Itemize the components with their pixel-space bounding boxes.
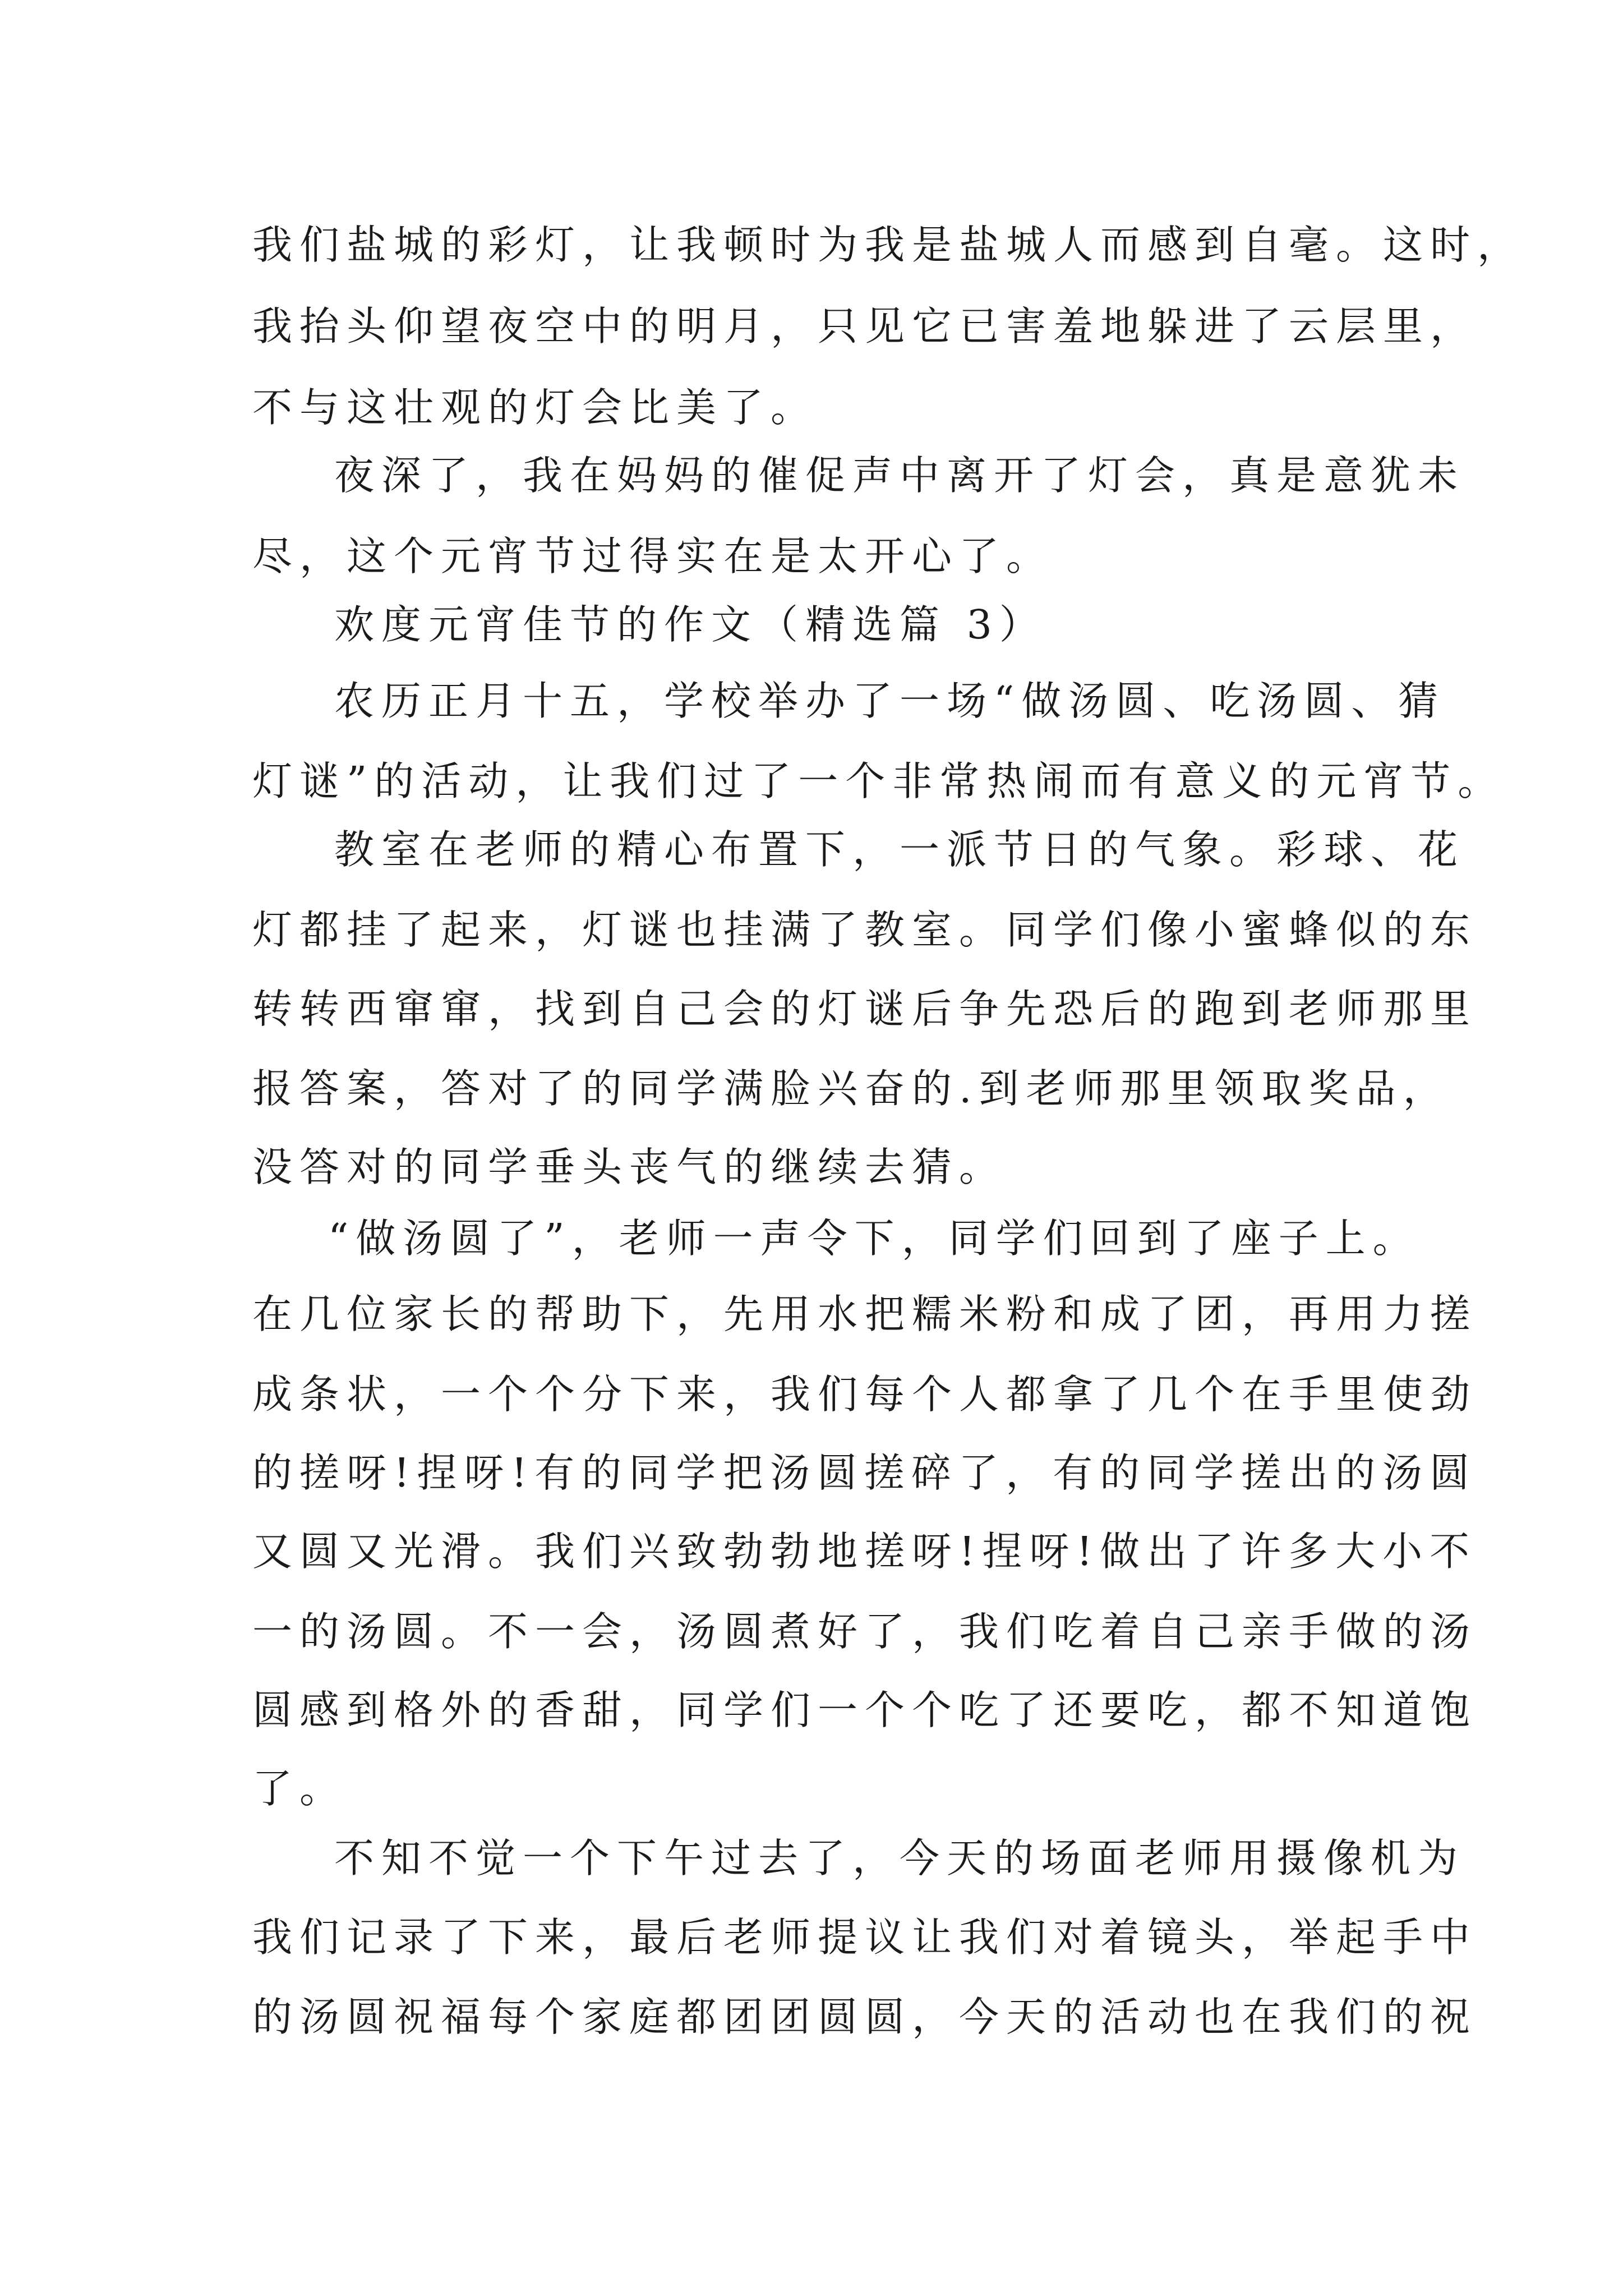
text-line: 报答案，答对了的同学满脸兴奋的.到老师那里领取奖品， bbox=[252, 1065, 1450, 1112]
text-line: 成条状，一个个分下来，我们每个人都拿了几个在手里使劲 bbox=[252, 1371, 1478, 1418]
text-line: 在几位家长的帮助下，先用水把糯米粉和成了团，再用力搓 bbox=[252, 1291, 1478, 1337]
text-line: 灯都挂了起来，灯谜也挂满了教室。同学们像小蜜蜂似的东 bbox=[252, 907, 1478, 953]
text-line: 了。 bbox=[252, 1765, 347, 1812]
section-heading: 欢度元宵佳节的作文（精选篇 3） bbox=[334, 601, 1046, 648]
text-line: 一的汤圆。不一会，汤圆煮好了，我们吃着自己亲手做的汤 bbox=[252, 1608, 1478, 1655]
text-line: 的汤圆祝福每个家庭都团团圆圆，今天的活动也在我们的祝 bbox=[252, 1994, 1478, 2040]
text-line: 夜深了，我在妈妈的催促声中离开了灯会，真是意犹未 bbox=[334, 452, 1465, 499]
text-line: “做汤圆了”，老师一声令下，同学们回到了座子上。 bbox=[328, 1215, 1420, 1262]
text-line: 教室在老师的精心布置下，一派节日的气象。彩球、花 bbox=[334, 826, 1465, 873]
text-line: 又圆又光滑。我们兴致勃勃地搓呀!捏呀!做出了许多大小不 bbox=[252, 1528, 1477, 1575]
text-line: 尽，这个元宵节过得实在是太开心了。 bbox=[252, 533, 1054, 579]
text-line: 圆感到格外的香甜，同学们一个个吃了还要吃，都不知道饱 bbox=[252, 1687, 1478, 1733]
text-line: 灯谜”的活动，让我们过了一个非常热闹而有意义的元宵节。 bbox=[252, 758, 1505, 804]
text-line: 我们盐城的彩灯，让我顿时为我是盐城人而感到自毫。这时， bbox=[252, 222, 1525, 268]
text-line: 不知不觉一个下午过去了，今天的场面老师用摄像机为 bbox=[334, 1835, 1465, 1881]
text-line: 没答对的同学垂头丧气的继续去猜。 bbox=[252, 1144, 1007, 1190]
text-line: 的搓呀!捏呀!有的同学把汤圆搓碎了，有的同学搓出的汤圆 bbox=[252, 1450, 1477, 1496]
text-line: 转转西窜窜，找到自己会的灯谜后争先恐后的跑到老师那里 bbox=[252, 986, 1478, 1032]
text-line: 不与这壮观的灯会比美了。 bbox=[252, 384, 818, 431]
text-line: 我抬头仰望夜空中的明月，只见它已害羞地躲进了云层里， bbox=[252, 303, 1478, 349]
text-line: 我们记录了下来，最后老师提议让我们对着镜头，举起手中 bbox=[252, 1914, 1478, 1961]
text-line: 农历正月十五，学校举办了一场“做汤圆、吃汤圆、猜 bbox=[334, 678, 1446, 724]
